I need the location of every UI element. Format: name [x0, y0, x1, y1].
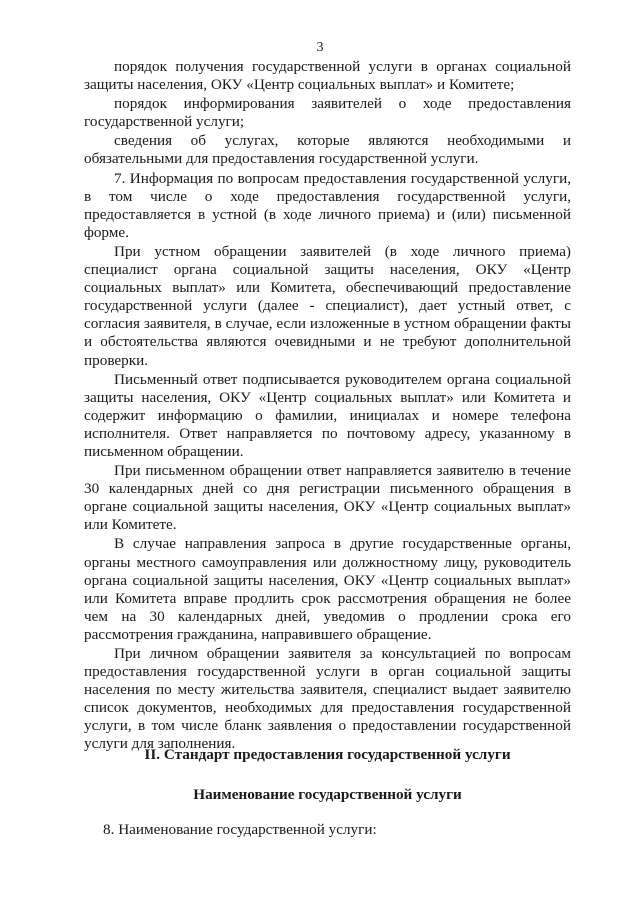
paragraph-9: При личном обращении заявителя за консультацией по вопросам предоставления государственной услуги в орган социальной защиты населения по месту жительства заявителя, специалист выдает заявителю список документов, необходимых для предоставления государственной услуги, в том числе бланк заявления о предоставлении государственной услуги для заполнения.: [84, 645, 571, 753]
section-heading: II. Стандарт предоставления государственной услуги: [144, 746, 511, 763]
page-number: 3: [316, 40, 324, 55]
item-8: 8. Наименование государственной услуги:: [103, 821, 377, 838]
paragraph-1: порядок получения государственной услуги в органах социальной защиты населения, ОКУ «Центр социальных выплат» и Комитете;: [84, 58, 571, 94]
subheading: Наименование государственной услуги: [193, 786, 462, 803]
paragraph-4: 7. Информация по вопросам предоставления государственной услуги, в том числе о ходе предоставления государственной услуги, предоставляется в устной (в ходе личного приема) и (или) письменной форме.: [84, 169, 571, 241]
paragraph-3: сведения об услугах, которые являются необходимыми и обязательными для предоставления государственной услуги.: [84, 132, 571, 168]
paragraph-7: При письменном обращении ответ направляется заявителю в течение 30 календарных дней со дня регистрации письменного обращения в органе социальной защиты населения, ОКУ «Центр социальных выплат» или Комитете.: [84, 462, 571, 534]
paragraph-8: В случае направления запроса в другие государственные органы, органы местного самоуправления или должностному лицу, руководитель органа социальной защиты населения, ОКУ «Центр социальных выплат» или Комитета вправе продлить срок рассмотрения обращения не более чем на 30 календарных дней, уведомив о продлении срока его рассмотрения гражданина, направившего обращение.: [84, 535, 571, 643]
paragraph-5: При устном обращении заявителей (в ходе личного приема) специалист органа социальной защиты населения, ОКУ «Центр социальных выплат» или Комитета, обеспечивающий предоставление государственной услуги (далее - специалист), дает устный ответ, с согласия заявителя, в случае, если изложенные в устном обращении факты и обстоятельства являются очевидными и не требуют дополнительной проверки.: [84, 242, 571, 369]
paragraph-6: Письменный ответ подписывается руководителем органа социальной защиты населения, ОКУ «Центр социальных выплат» или Комитета и содержит информацию о фамилии, инициалах и номере телефона исполнителя. Ответ направляется по почтовому адресу, указанному в письменном обращении.: [84, 370, 571, 460]
body-text: [84, 58, 571, 755]
paragraph-2: порядок информирования заявителей о ходе предоставления государственной услуги;: [84, 95, 571, 131]
